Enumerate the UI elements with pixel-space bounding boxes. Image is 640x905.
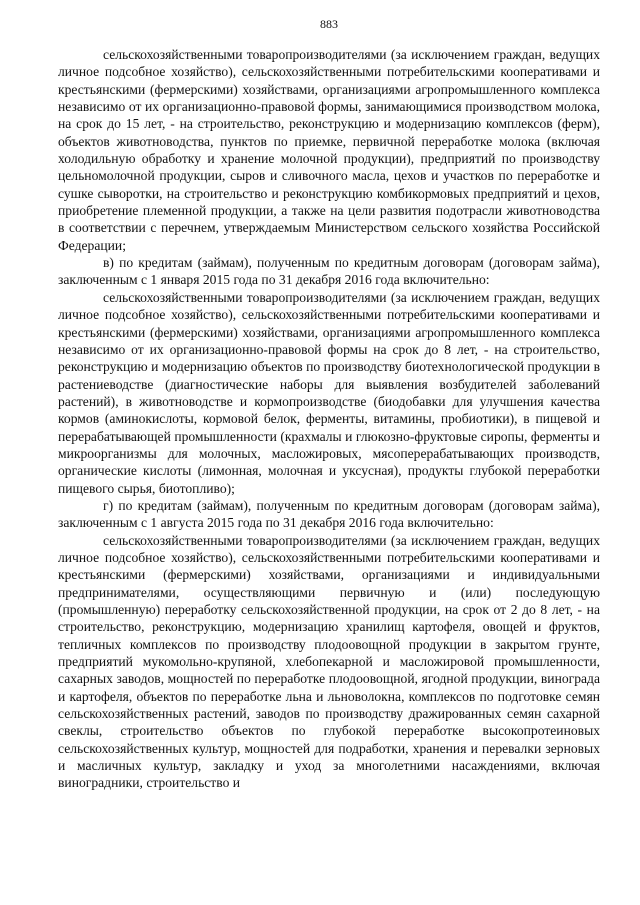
paragraph-dairy-producers: сельскохозяйственными товаропроизводителями (за исключением граждан, ведущих личное подсобное хозяйство), сельскохозяйственными потребительскими кооперативами и крестьянскими (фермерскими) хозяйствами, организациями агропромышленного комплекса независимо от их организационно-правовой формы, занимающимися производством молока, на срок до 15 лет, - на строительство, реконструкцию и модернизацию комплексов (ферм), объектов животноводства, пунктов по приемке, первичной переработке молока (включая холодильную обработку и хранение молочной продукции), предприятий по производству цельномолочной продукции, сыров и сливочного масла, цехов и участков по переработке и сушке сыворотки, на строительство и реконструкцию комбикормовых предприятий и цехов, приобретение племенной продукции, а также на цели развития подотрасли животноводства в соответствии с перечнем, утверждаемым Министерством сельского хозяйства Российской Федерации; bbox=[58, 47, 600, 253]
paragraph-item-v: в) по кредитам (займам), полученным по кредитным договорам (договорам займа), заключенным с 1 января 2015 года по 31 декабря 2016 года включительно: bbox=[58, 255, 600, 288]
paragraph-biotech-producers: сельскохозяйственными товаропроизводителями (за исключением граждан, ведущих личное подсобное хозяйство), сельскохозяйственными потребительскими кооперативами и крестьянскими (фермерскими) хозяйствами, организациями агропромышленного комплекса независимо от их организационно-правовой формы на срок до 8 лет, - на строительство, реконструкцию и модернизацию объектов по производству биотехнологической продукции в растениеводстве (диагностические наборы для выявления возбудителей заболеваний растений), в животноводстве и кормопроизводстве (биодобавки для улучшения качества кормов (аминокислоты, кормовой белок, ферменты, витамины, пробиотики), в пищевой и перерабатывающей промышленности (крахмалы и глюкозно-фруктовые сиропы, ферменты и микроорганизмы для молочных, масложировых, мясоперерабатывающих производств, органические кислоты (лимонная, молочная и уксусная), продукты глубокой переработки пищевого сырья, биотопливо); bbox=[58, 289, 600, 496]
page-number: 883 bbox=[320, 17, 338, 31]
paragraph-processing-producers: сельскохозяйственными товаропроизводителями (за исключением граждан, ведущих личное подсобное хозяйство), сельскохозяйственными потребительскими кооперативами и крестьянскими (фермерскими) хозяйствами, организациями и индивидуальными предпринимателями, осуществляющими первичную и (или) последующую (промышленную) переработку сельскохозяйственной продукции, на срок от 2 до 8 лет, - на строительство, реконструкцию, модернизацию хранилищ картофеля, овощей и фруктов, тепличных комплексов по производству плодоовощной продукции в закрытом грунте, предприятий мукомольно-крупяной, хлебопекарной и масложировой промышленности, сахарных заводов, мощностей по переработке плодоовощной, ягодной продукции, винограда и картофеля, объектов по переработке льна и льноволокна, комплексов по подготовке семян сельскохозяйственных растений, заводов по производству дражированных семян сахарной свеклы, строительство объектов по глубокой переработке высокопротеиновых сельскохозяйственных культур, мощностей для подработки, хранения и перевалки зерновых и масличных культур, закладку и уход за многолетними насаждениями, включая виноградники, строительство и bbox=[58, 532, 600, 791]
paragraph-item-g: г) по кредитам (займам), полученным по кредитным договорам (договорам займа), заключенным с 1 августа 2015 года по 31 декабря 2016 года включительно: bbox=[58, 497, 600, 531]
